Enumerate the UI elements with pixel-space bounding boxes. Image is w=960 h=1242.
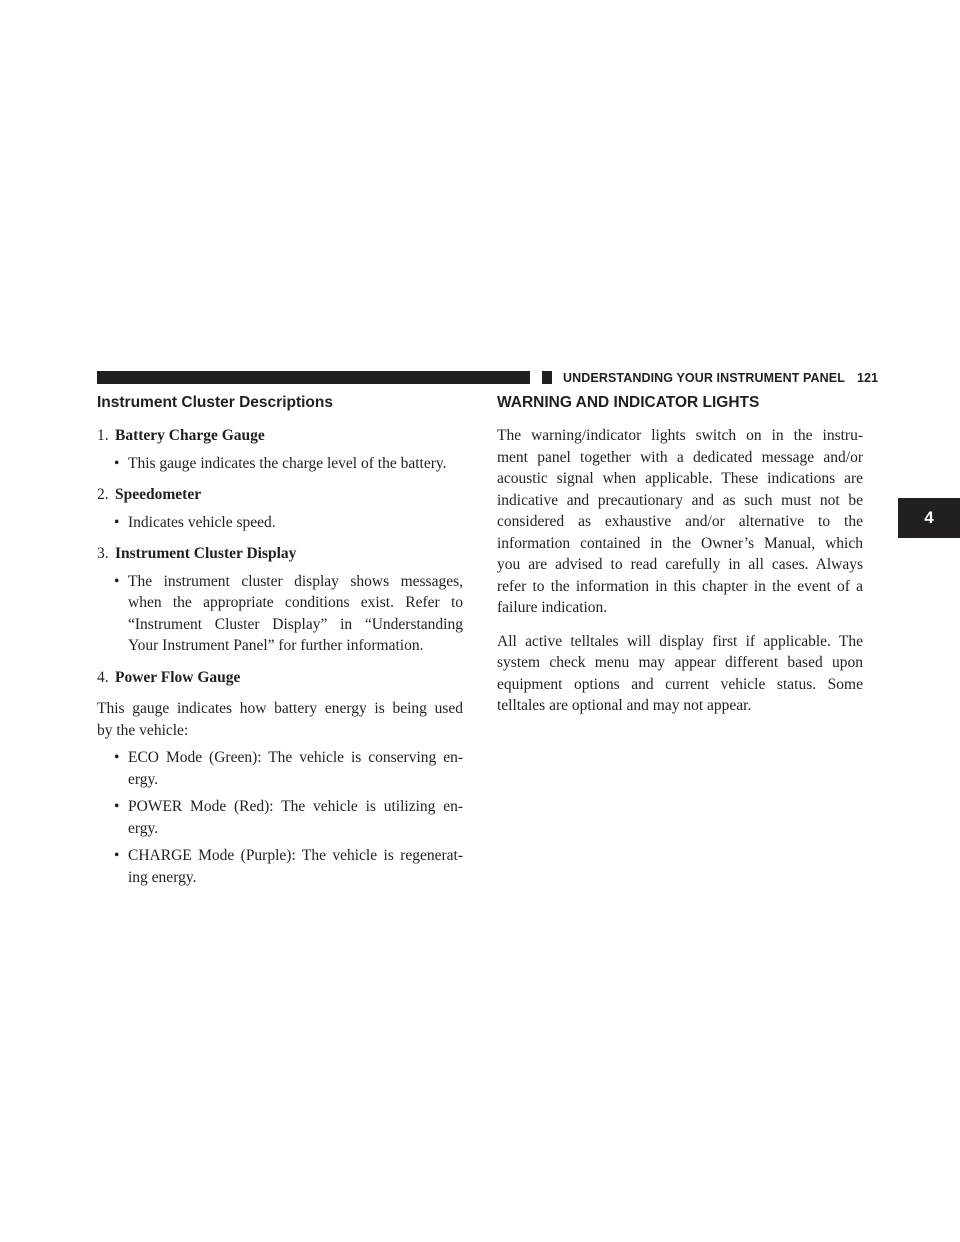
chapter-tab: 4 — [898, 498, 960, 538]
bullet-item: • The instrument cluster display shows messages, when the appropriate conditions exist. Refer to “Instrument Cluster Display” in “Understanding Your Instrument Panel” for further information. — [114, 572, 463, 654]
running-header — [563, 370, 878, 386]
item-title: Instrument Cluster Display — [115, 545, 297, 562]
page-number: 121 — [856, 371, 879, 385]
numbered-item — [97, 667, 463, 689]
bullet-item: • This gauge indicates the charge level of the battery. — [97, 453, 463, 475]
item-number: 2. — [97, 486, 109, 503]
bullet-item-charge-mode: • CHARGE Mode (Purple): The vehicle is regenerat- ing energy. — [114, 847, 463, 886]
item-number: 1. — [97, 427, 109, 444]
right-column — [497, 393, 863, 729]
item-title: Speedometer — [115, 486, 202, 503]
paragraph-warning-lights: The warning/indicator lights switch on in the instru- ment panel together with a dedicated message and/or acoustic signal when applicable. These indications are indicative and precautionary and as such must not be considered as exhaustive and/or alternative to the information contained in the Owner’s Manual, which you are advised to read carefully in all cases. Always refer to the information in this chapter in the event of a failure indication. — [497, 427, 863, 616]
running-header-title: UNDERSTANDING YOUR INSTRUMENT PANEL — [563, 371, 845, 385]
item-title: Power Flow Gauge — [115, 668, 241, 686]
bullet-dot: • — [114, 572, 120, 590]
bullet-item-eco-mode: • ECO Mode (Green): The vehicle is conserving en- ergy. — [114, 749, 463, 788]
numbered-item — [97, 484, 463, 506]
bullet-item-power-mode: • POWER Mode (Red): The vehicle is utilizing en- ergy. — [114, 798, 463, 837]
power-flow-intro: This gauge indicates how battery energy is being used by the vehicle: — [97, 700, 463, 739]
item-number: 3. — [97, 545, 109, 562]
section-heading-warning-lights: WARNING AND INDICATOR LIGHTS — [497, 394, 760, 411]
header-rule — [97, 371, 530, 384]
paragraph-telltales: All active telltales will display first if applicable. The system check menu may appear different based upon equipment options and current vehicle status. Some telltales are optional and may not appear. — [497, 632, 863, 714]
bullet-dot: • — [114, 798, 120, 815]
bullet-dot: • — [114, 847, 120, 864]
bullet-dot: • — [114, 454, 120, 472]
bullet-dot: • — [114, 749, 120, 766]
numbered-item — [97, 425, 463, 447]
numbered-item — [97, 543, 463, 565]
header-rule-marker — [542, 371, 552, 384]
section-heading-instrument-cluster: Instrument Cluster Descriptions — [97, 394, 333, 411]
left-column — [97, 393, 463, 894]
item-number: 4. — [97, 668, 109, 686]
bullet-item: • Indicates vehicle speed. — [97, 512, 463, 534]
item-title: Battery Charge Gauge — [115, 427, 265, 444]
bullet-dot: • — [114, 513, 120, 531]
